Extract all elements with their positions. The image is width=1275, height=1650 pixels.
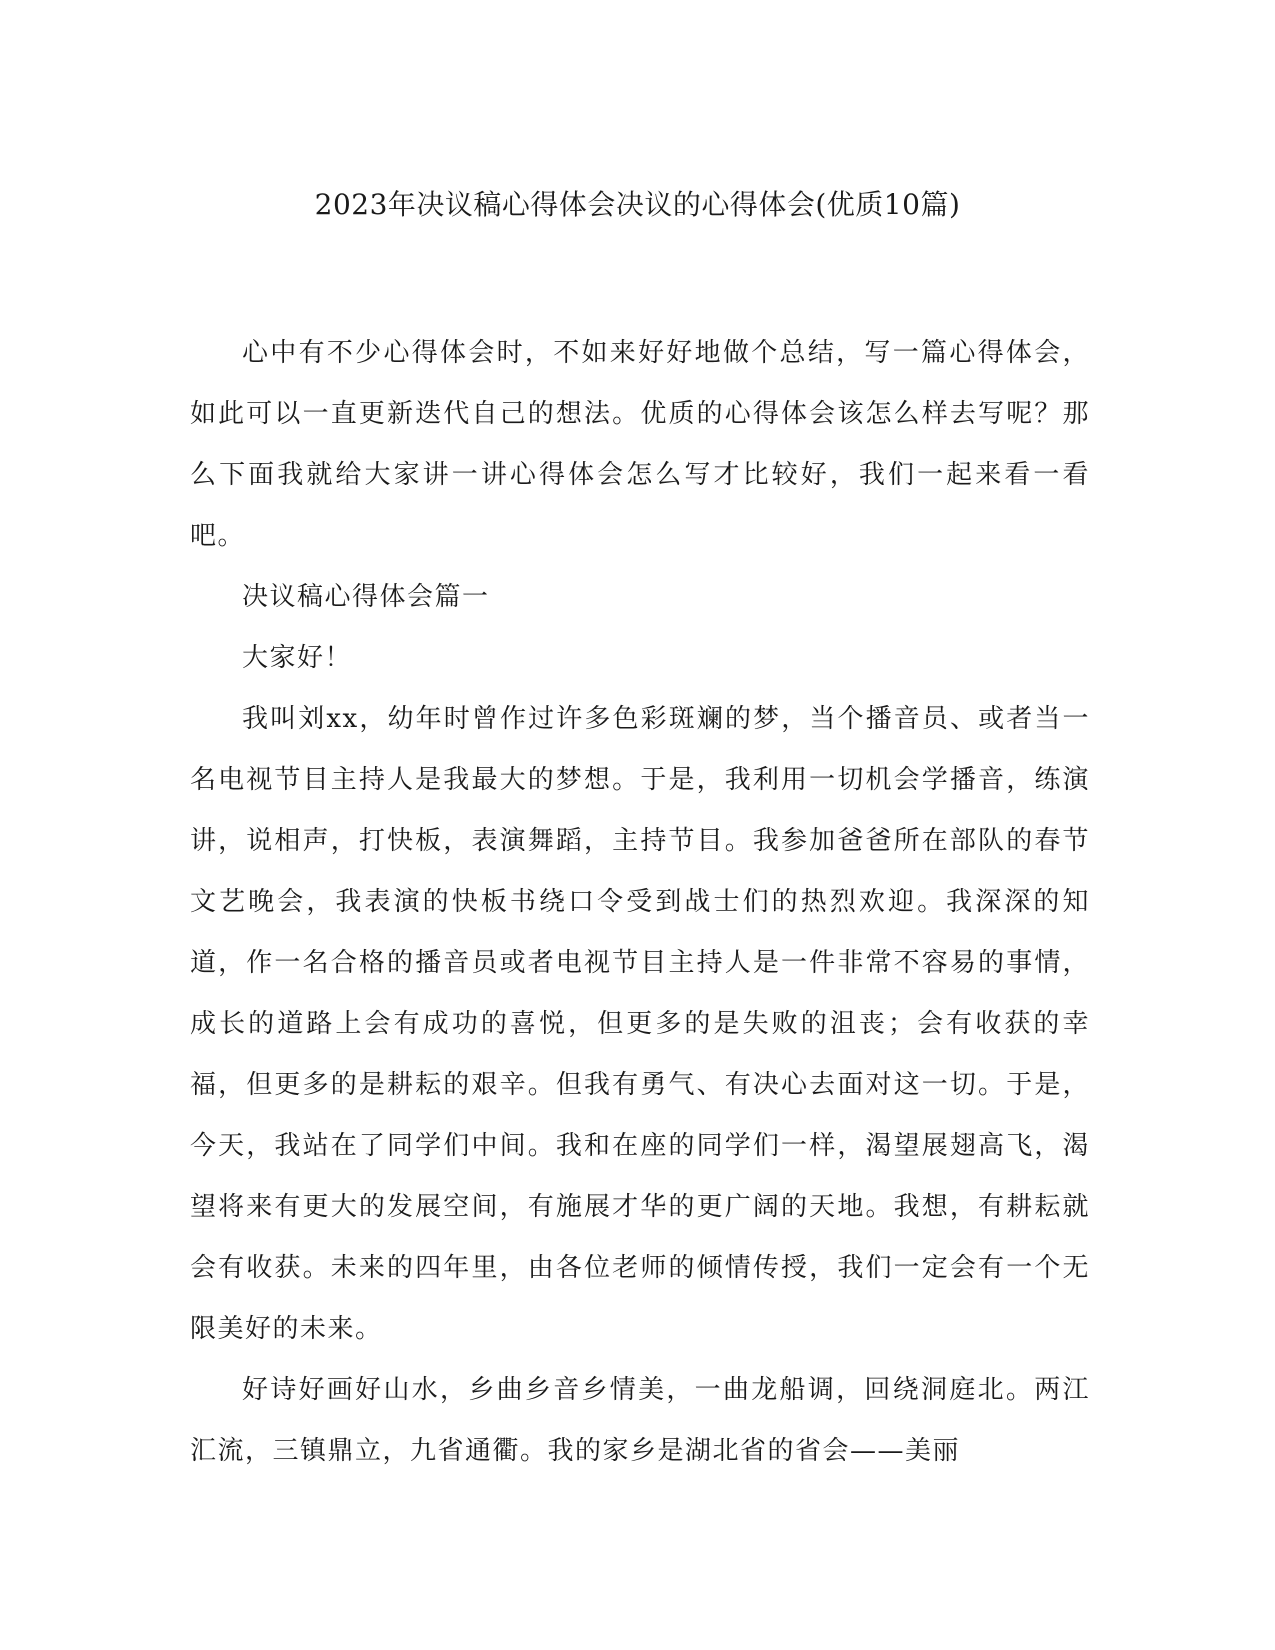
greeting-paragraph: 大家好！	[242, 643, 353, 673]
document-body	[190, 323, 1090, 1482]
body-paragraph: 我叫刘xx，幼年时曾作过许多色彩斑斓的梦，当个播音员、或者当一名电视节目主持人是我最大的梦想。于是，我利用一切机会学播音，练演讲，说相声，打快板，表演舞蹈，主持节目。我参加爸爸所在部队的春节文艺晚会，我表演的快板书绕口令受到战士们的热烈欢迎。我深深的知道，作一名合格的播音员或者电视节目主持人是一件非常不容易的事情，成长的道路上会有成功的喜悦，但更多的是失败的沮丧；会有收获的幸福，但更多的是耕耘的艰辛。但我有勇气、有决心去面对这一切。于是，今天，我站在了同学们中间。我和在座的同学们一样，渴望展翅高飞，渴望将来有更大的发展空间，有施展才华的更广阔的天地。我想，有耕耘就会有收获。未来的四年里，由各位老师的倾情传授，我们一定会有一个无限美好的未来。	[190, 704, 1090, 1344]
section-heading: 决议稿心得体会篇一	[242, 582, 490, 612]
intro-paragraph: 心中有不少心得体会时，不如来好好地做个总结，写一篇心得体会，如此可以一直更新迭代自己的想法。优质的心得体会该怎么样去写呢？那么下面我就给大家讲一讲心得体会怎么写才比较好，我们一起来看一看吧。	[190, 338, 1090, 551]
document-title: 2023年决议稿心得体会决议的心得体会(优质10篇)	[314, 188, 961, 221]
body-paragraph: 好诗好画好山水，乡曲乡音乡情美，一曲龙船调，回绕洞庭北。两江汇流，三镇鼎立，九省通衢。我的家乡是湖北省的省会——美丽	[190, 1375, 1090, 1466]
